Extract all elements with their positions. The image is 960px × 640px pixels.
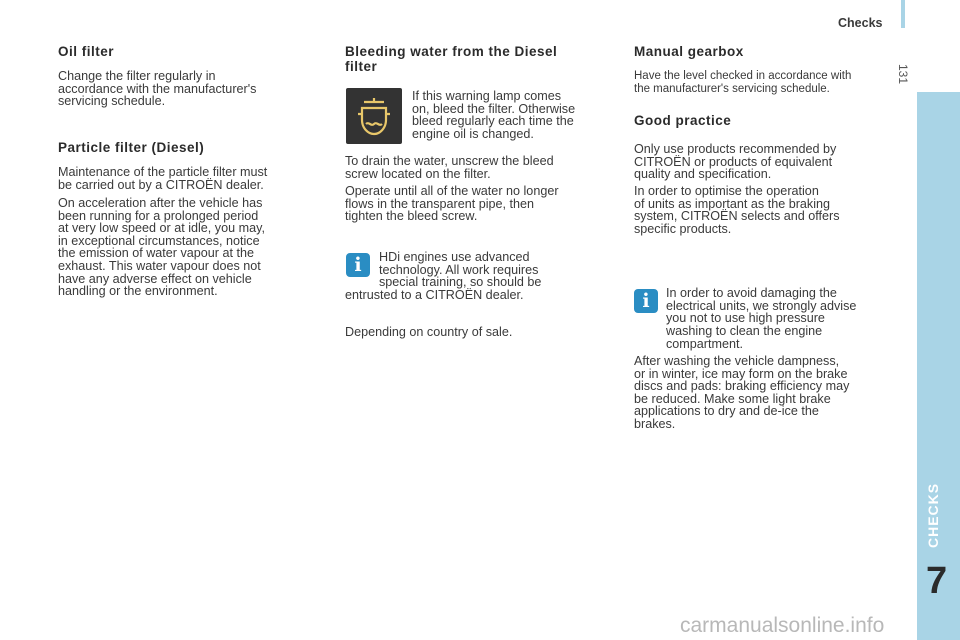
chapter-number: 7 [926,560,948,602]
bleeding-water-heading: Bleeding water from the Diesel filter [345,44,558,74]
chapter-label: CHECKS [925,482,941,548]
page-header-title: Checks [838,16,883,30]
warning-lamp-text: If this warning lamp comes on, bleed the filter. Otherwise bleed regularly each time the engine oil is changed. [412,89,576,141]
oil-filter-text: Change the filter regularly in accordance with the manufacturer's servicing schedule. [58,69,257,109]
good-practice-heading: Good practice [634,113,732,128]
particle-filter-text-2: On acceleration after the vehicle has been running for a prolonged period at very low speed or at idle, you may, in exceptional circumstances, notice the emission of water vapour at the exhaust. This water vapour does not have any adverse effect on vehicle handling or the environment. [58,196,265,299]
info-icon: i [346,253,370,277]
washing-note-text: In order to avoid damaging the electrical units, we strongly advise you not to use high pressure washing to clean the engine [666,286,857,338]
watermark: carmanualsonline.info [680,614,885,637]
header-accent-bar [901,0,905,28]
country-of-sale-text: Depending on country of sale. [345,325,513,339]
sidebar-top-blank [917,0,960,92]
hdi-note-text: HDi engines use advanced technology. All work requires special training, so should be [379,250,542,290]
info-icon: i [634,289,658,313]
manual-gearbox-text: Have the level checked in accordance with the manufacturer's servicing schedule. [634,70,852,95]
page-number: 131 [896,64,910,85]
particle-filter-text-1: Maintenance of the particle filter must be carried out by a CITROËN dealer. [58,165,268,192]
drain-water-text: To drain the water, unscrew the bleed screw located on the filter. [345,154,554,181]
manual-gearbox-heading: Manual gearbox [634,44,744,59]
good-practice-text-2: In order to optimise the operation of units as important as the braking system, CITROËN selects and offers specific products. [634,184,840,236]
oil-filter-heading: Oil filter [58,44,115,59]
washing-note-text-last: compartment. [666,337,743,351]
diesel-water-warning-icon [346,88,402,144]
after-washing-text: After washing the vehicle dampness, or in winter, ice may form on the brake discs and pads: braking efficiency may be reduced. Make some light brake applications to dry and de-ice the brakes. [634,354,850,431]
operate-text: Operate until all of the water no longer flows in the transparent pipe, then tighten the bleed screw. [345,184,559,224]
hdi-note-text-last: entrusted to a CITROËN dealer. [345,288,524,302]
good-practice-text-1: Only use products recommended by CITROËN or products of equivalent quality and specification. [634,142,837,182]
particle-filter-heading: Particle filter (Diesel) [58,140,205,155]
